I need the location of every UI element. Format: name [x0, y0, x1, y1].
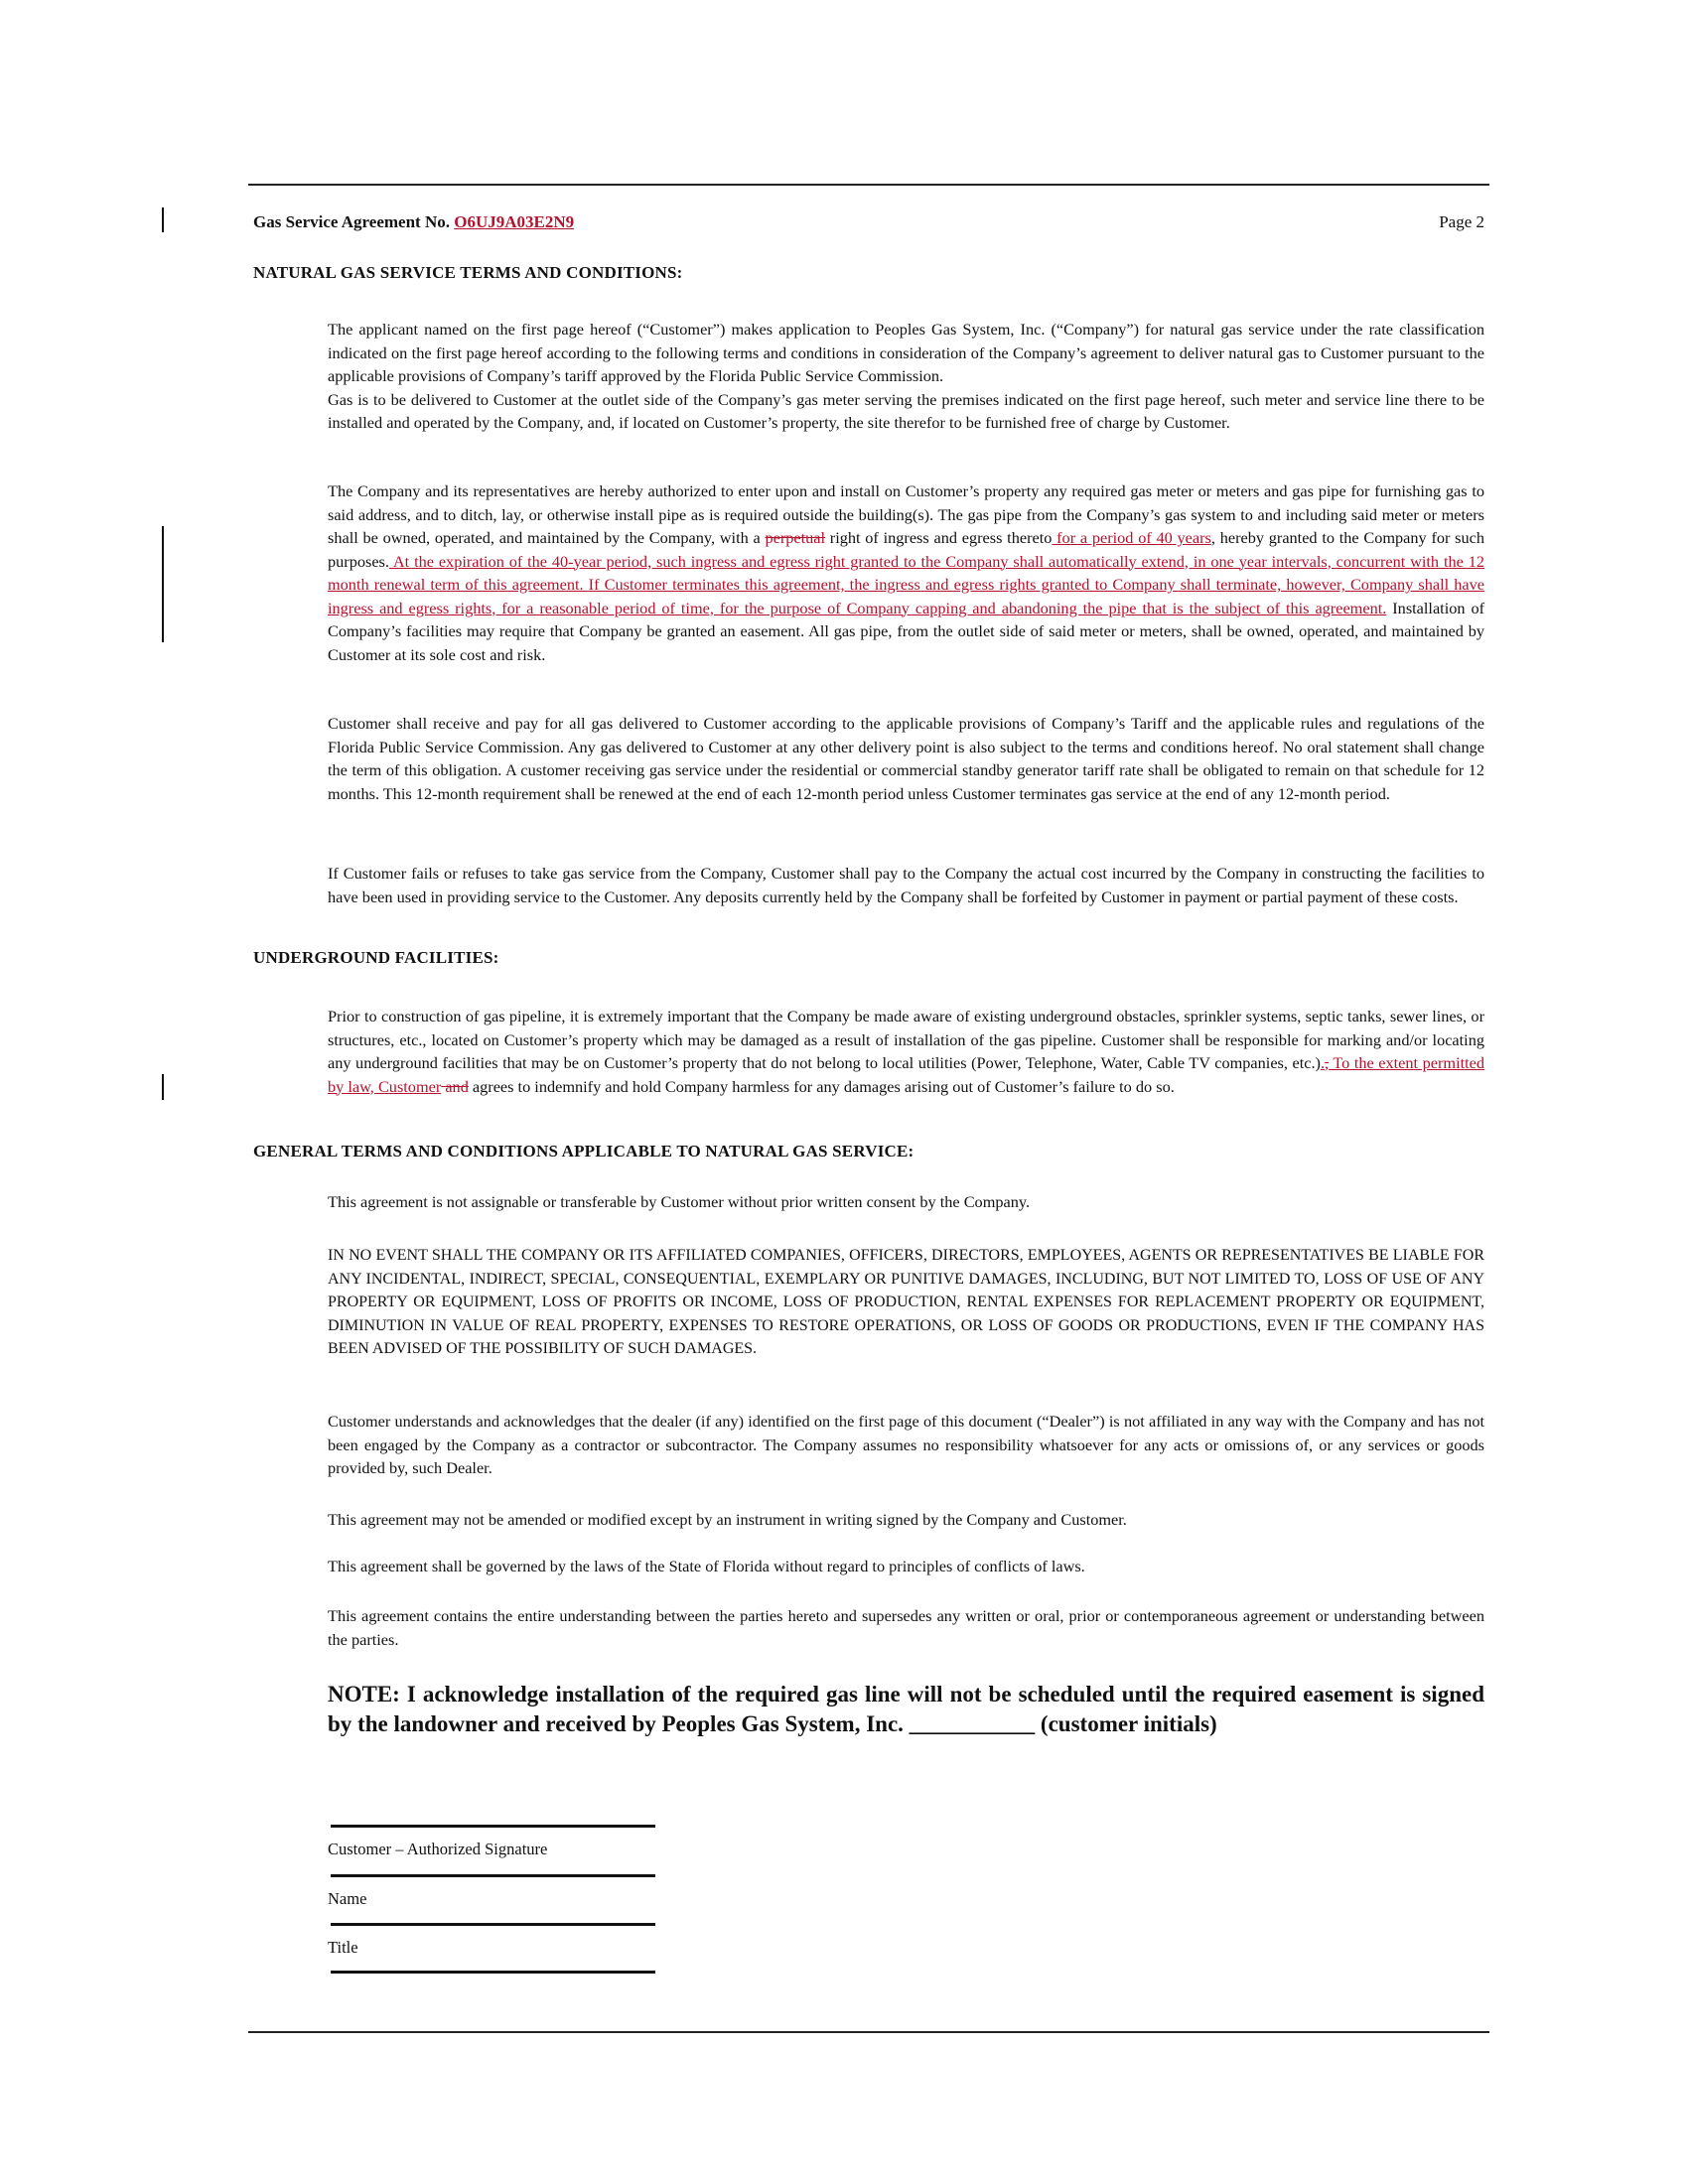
inserted-text: . [1320, 1053, 1326, 1072]
paragraph-liability: IN NO EVENT SHALL THE COMPANY OR ITS AFFILIATED COMPANIES, OFFICERS, DIRECTORS, EMPLOYEES, AGENTS OR REPRESENTATIVES BE LIABLE FOR ANY INCIDENTAL, INDIRECT, SPECIAL, CONSEQUENTIAL, EXEMPLARY OR PUNITIVE DAMAGES, INCLUDING, BUT NOT LIMITED TO, LOSS OF USE OF ANY PROPERTY OR EQUIPMENT, LOSS OF PROFITS OR INCOME, LOSS OF PRODUCTION, RENTAL EXPENSES FOR REPLACEMENT PROPERTY OR EQUIPMENT, DIMINUTION IN VALUE OF REAL PROPERTY, EXPENSES TO RESTORE OPERATIONS, OR LOSS OF GOODS OR PRODUCTIONS, EVEN IF THE COMPANY HAS BEEN ADVISED OF THE POSSIBILITY OF SUCH DAMAGES. [328, 1247, 1484, 1357]
top-rule [248, 184, 1489, 186]
paragraph-text: agrees to indemnify and hold Company harmless for any damages arising out of Customer’s failure to do so. [468, 1076, 1175, 1096]
inserted-text: for a period of 40 years [1052, 528, 1211, 547]
section-title-natural-gas: NATURAL GAS SERVICE TERMS AND CONDITIONS: [253, 263, 683, 282]
signature-line[interactable] [331, 1825, 655, 1828]
deleted-text: , [1325, 1053, 1330, 1072]
agreement-number: O6UJ9A03E2N9 [454, 212, 575, 231]
paragraph-access-rights [328, 479, 1484, 666]
deleted-text: and [441, 1076, 469, 1096]
paragraph-underground [328, 1005, 1484, 1098]
paragraph-amendment: This agreement may not be amended or modified except by an instrument in writing signed by the Company and Customer. [328, 1510, 1127, 1529]
name-line[interactable] [331, 1874, 655, 1877]
page-number: Page 2 [1439, 212, 1484, 231]
page-header [253, 212, 1484, 232]
paragraph-failure-to-take-service: If Customer fails or refuses to take gas service from the Company, Customer shall pay to the Company the actual cost incurred by the Company in constructing the facilities to have been used in providing service to the Customer. Any deposits currently held by the Company shall be forfeited by Customer in payment or partial payment of these costs. [328, 864, 1484, 906]
name-label: Name [328, 1889, 367, 1908]
signature-bottom-line [331, 1971, 655, 1974]
change-bar [162, 526, 164, 642]
header-title: Gas Service Agreement No. [253, 212, 450, 231]
paragraph-text: right of ingress and egress thereto [825, 528, 1053, 547]
change-bar [162, 207, 164, 232]
signature-label: Customer – Authorized Signature [328, 1840, 548, 1858]
title-line[interactable] [331, 1923, 655, 1926]
paragraph-application [328, 318, 1484, 435]
change-bar [162, 1074, 164, 1100]
paragraph-entire-agreement: This agreement contains the entire understanding between the parties hereto and supersedes any written or oral, prior or contemporaneous agreement or understanding between the parties. [328, 1606, 1484, 1649]
easement-note: NOTE: I acknowledge installation of the required gas line will not be scheduled until the required easement is signed by the landowner and received by Peoples Gas System, Inc. ___________ (customer initials) [328, 1682, 1484, 1736]
deleted-text: perpetual [765, 528, 826, 547]
paragraph-text: Installation of Company’s facilities may require that Company be granted an easement. All gas pipe, from the outlet side of said meter or meters, shall be owned, operated, and maintained by Customer at its sole cost and risk. [328, 598, 1485, 664]
section-title-underground: UNDERGROUND FACILITIES: [253, 948, 499, 967]
section-title-general-terms: GENERAL TERMS AND CONDITIONS APPLICABLE TO NATURAL GAS SERVICE: [253, 1142, 914, 1160]
bottom-rule [248, 2031, 1489, 2033]
paragraph-governing-law: This agreement shall be governed by the laws of the State of Florida without regard to principles of conflicts of laws. [328, 1557, 1085, 1575]
paragraph-text: Prior to construction of gas pipeline, it is extremely important that the Company be made aware of existing underground obstacles, sprinkler systems, septic tanks, sewer lines, or structures, etc., located on Customer’s property which may be damaged as a result of installation of the gas pipeline. Customer shall be responsible for marking and/or locating any underground facilities that may be on Customer’s property that do not belong to local utilities (Power, Telephone, Water, Cable TV companies, etc.) [328, 1007, 1484, 1072]
paragraph-text: , hereby granted to the Company for such purposes. [328, 528, 1485, 571]
paragraph-text: The applicant named on the first page hereof (“Customer”) makes application to Peoples Gas System, Inc. (“Company”) for natural gas service under the rate classification indicated on the first page hereof according to the following terms and conditions in consideration of the Company’s agreement to deliver natural gas to Customer pursuant to the applicable provisions of Company’s tariff approved by the Florida Public Service Commission. [328, 320, 1484, 385]
paragraph-assignment: This agreement is not assignable or transferable by Customer without prior written consent by the Company. [328, 1192, 1031, 1211]
paragraph-payment: Customer shall receive and pay for all gas delivered to Customer according to the applicable provisions of Company’s Tariff and the applicable rules and regulations of the Florida Public Service Commission. Any gas delivered to Customer at any other delivery point is also subject to the terms and conditions hereof. No oral statement shall change the term of this obligation. A customer receiving gas service under the residential or commercial standby generator tariff rate shall be obligated to remain on that schedule for 12 months. This 12-month requirement shall be renewed at the end of each 12-month period unless Customer terminates gas service at the end of any 12-month period. [328, 714, 1484, 803]
paragraph-text: Gas is to be delivered to Customer at the outlet side of the Company’s gas meter serving the premises indicated on the first page hereof, such meter and service line there to be installed and operated by the Company, and, if located on Customer’s property, the site therefor to be furnished free of charge by Customer. [328, 389, 1484, 432]
paragraph-text: The Company and its representatives are hereby authorized to enter upon and install on Customer’s property any required gas meter or meters and gas pipe for furnishing gas to said address, and to ditch, lay, or otherwise install pipe as is required outside the building(s). The gas pipe from the Company’s gas system to and including said meter or meters shall be owned, operated, and maintained by the Company, with a [328, 481, 1484, 547]
title-label: Title [328, 1938, 358, 1957]
inserted-text: To the extent permitted by law, Customer [328, 1053, 1485, 1096]
paragraph-dealer: Customer understands and acknowledges that the dealer (if any) identified on the first page of this document (“Dealer”) is not affiliated in any way with the Company and has not been engaged by the Company as a contractor or subcontractor. The Company assumes no responsibility whatsoever for any acts or omissions of, or any services or goods provided by, such Dealer. [328, 1412, 1484, 1477]
inserted-text: At the expiration of the 40-year period, such ingress and egress right granted to the Company shall automatically extend, in one year intervals, concurrent with the 12 month renewal term of this agreement. If Customer terminates this agreement, the ingress and egress rights granted to Company shall terminate, however, Company shall have ingress and egress rights, for a reasonable period of time, for the purpose of Company capping and abandoning the pipe that is the subject of this agreement. [328, 551, 1484, 617]
